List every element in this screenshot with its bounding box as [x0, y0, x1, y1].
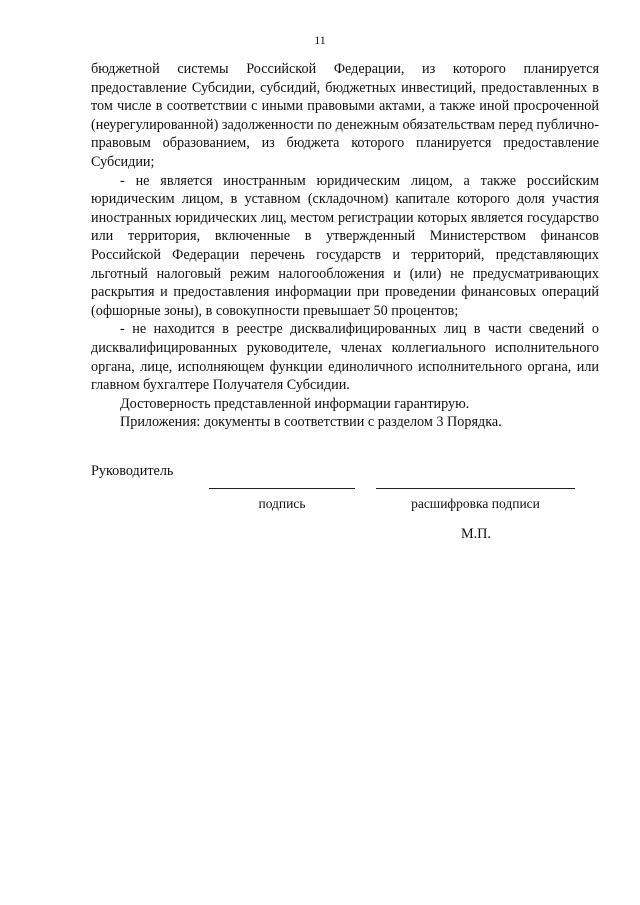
paragraph-budget-debt: бюджетной системы Российской Федерации, из которого планируется предоставление Субсидии, субсидий, бюджетных инвестиций, предоставленных в том числе в соответствии с иными правовыми актами, а также иной просроченной (неурегулированной) задолженности по денежным обязательствам перед публично-правовым образованием, из бюджета которого планируется предоставление Субсидии; — [91, 61, 599, 170]
page-number: 11 — [314, 33, 326, 47]
signature-line — [209, 488, 355, 489]
signature-caption: подпись — [258, 496, 306, 511]
stamp-place-label: М.П. — [461, 526, 491, 542]
document-body — [91, 60, 599, 432]
name-transcript-line — [376, 488, 575, 489]
paragraph-accuracy-guarantee: Достоверность представленной информации гарантирую. — [120, 395, 470, 412]
signatory-label: Руководитель — [91, 463, 174, 479]
name-transcript-caption: расшифровка подписи — [411, 496, 540, 511]
paragraph-disqualified-registry: - не находится в реестре дисквалифицированных лиц в части сведений о дисквалифицированных руководителе, членах коллегиального исполнительного органа, лице, исполняющем функции единоличного исполнительного органа, или главном бухгалтере Получателя Субсидии. — [91, 321, 599, 394]
paragraph-attachments: Приложения: документы в соответствии с разделом 3 Порядка. — [120, 414, 502, 431]
paragraph-foreign-entity: - не является иностранным юридическим лицом, а также российским юридическим лицом, в уставном (складочном) капитале которого доля участия иностранных юридических лиц, местом регистрации которых является государство или территория, включенные в утвержденный Министерством финансов Российской Федерации перечень государств и территорий, представляющих льготный налоговый режим налогообложения и (или) не предусматривающих раскрытия и предоставления информации при проведении финансовых операций (офшорные зоны), в совокупности превышает 50 процентов; — [91, 172, 599, 319]
